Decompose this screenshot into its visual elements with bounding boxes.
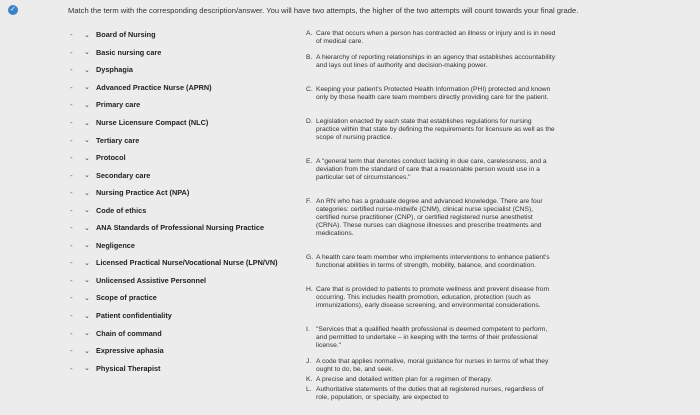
term-select[interactable]: ⌄ Negligence	[84, 240, 135, 250]
term-row	[70, 254, 310, 272]
chevron-down-icon: ⌄	[84, 242, 90, 250]
term-row	[70, 79, 310, 97]
term-row	[70, 44, 310, 62]
dash-icon: -	[70, 363, 73, 373]
dash-icon: -	[70, 188, 73, 198]
chevron-down-icon: ⌄	[84, 277, 90, 285]
term-select[interactable]: ⌄ Primary care	[84, 100, 141, 110]
dash-icon: -	[70, 258, 73, 268]
definition-item: D. Legislation enacted by each state that establishes regulations for nursing practice within that state by defining the requirements for licensure as well as the scope of nursing practice.	[306, 118, 555, 141]
chevron-down-icon: ⌄	[84, 259, 90, 267]
dash-icon: -	[70, 205, 73, 215]
definition-item: G. A health care team member who implements interventions to enhance patient's functional abilities in terms of strength, mobility, balance, and coordination.	[306, 254, 550, 269]
definitions-column	[306, 30, 556, 402]
term-row	[70, 166, 310, 184]
dash-icon: -	[70, 82, 73, 92]
definition-item: I. "Services that a qualified health professional is deemed competent to perform, and permitted to undertake – in keeping with the terms of their professional license."	[306, 326, 548, 349]
chevron-down-icon: ⌄	[84, 31, 90, 39]
chevron-down-icon: ⌄	[84, 49, 90, 57]
term-row	[70, 219, 310, 237]
term-row	[70, 289, 310, 307]
definition-item: L. Authoritative statements of the duties that all registered nurses, regardless of role, population, or specialty, are expected to	[306, 386, 544, 401]
chevron-down-icon: ⌄	[84, 84, 90, 92]
term-row	[70, 96, 310, 114]
terms-column	[70, 26, 310, 377]
dash-icon: -	[70, 311, 73, 321]
dash-icon: -	[70, 100, 73, 110]
term-select[interactable]: ⌄ ANA Standards of Professional Nursing Practice	[84, 223, 265, 233]
term-select[interactable]: ⌄ Secondary care	[84, 170, 151, 180]
term-row	[70, 272, 310, 290]
term-row	[70, 61, 310, 79]
term-select[interactable]: ⌄ Patient confidentiality	[84, 311, 172, 321]
dash-icon: -	[70, 275, 73, 285]
definition-item: H. Care that is provided to patients to promote wellness and prevent disease from occurring. This includes health promotion, education, protection (such as immunizations), early disease screening, and environmental considerations.	[306, 286, 550, 309]
chevron-down-icon: ⌄	[84, 119, 90, 127]
chevron-down-icon: ⌄	[84, 224, 90, 232]
chevron-down-icon: ⌄	[84, 172, 90, 180]
chevron-down-icon: ⌄	[84, 189, 90, 197]
term-select[interactable]: ⌄ Dysphagia	[84, 65, 133, 75]
term-row	[70, 237, 310, 255]
term-row	[70, 149, 310, 167]
definition-item: F. An RN who has a graduate degree and advanced knowledge. There are four categories: certified nurse-midwife (CNM), clinical nurse specialist (CNS), certified nurse practitioner (CNP), or certified registered nurse anesthetist (CRNA). These nurses can diagnose illnesses and prescribe treatments and medications.	[306, 198, 543, 237]
term-select[interactable]: ⌄ Basic nursing care	[84, 47, 162, 57]
question-status-icon: ✓	[8, 5, 18, 15]
term-select[interactable]: ⌄ Tertiary care	[84, 135, 140, 145]
dash-icon: -	[70, 135, 73, 145]
term-select[interactable]: ⌄ Nurse Licensure Compact (NLC)	[84, 118, 209, 127]
dash-icon: -	[70, 240, 73, 250]
definition-item: J. A code that applies normative, moral guidance for nurses in terms of what they ought to do, be, and seek.	[306, 358, 549, 373]
dash-icon: -	[70, 170, 73, 180]
dash-icon: -	[70, 293, 73, 303]
dash-icon: -	[70, 346, 73, 356]
term-select[interactable]: ⌄ Advanced Practice Nurse (APRN)	[84, 82, 212, 92]
term-select[interactable]: ⌄ Code of ethics	[84, 205, 147, 215]
dash-icon: -	[70, 118, 73, 127]
term-select[interactable]: ⌄ Scope of practice	[84, 293, 157, 303]
term-select[interactable]: ⌄ Physical Therapist	[84, 363, 161, 373]
chevron-down-icon: ⌄	[84, 365, 90, 373]
instructions: Match the term with the corresponding description/answer. You will have two attempts, the higher of the two attempts will count towards your final grade.	[68, 6, 579, 15]
chevron-down-icon: ⌄	[84, 312, 90, 320]
definition-item: K. A precise and detailed written plan for a regimen of therapy.	[306, 376, 493, 383]
term-select[interactable]: ⌄ Licensed Practical Nurse/Vocational Nurse (LPN/VN)	[84, 258, 278, 268]
chevron-down-icon: ⌄	[84, 347, 90, 355]
chevron-down-icon: ⌄	[84, 330, 90, 338]
definition-item: A. Care that occurs when a person has contracted an illness or injury and is in need of medical care.	[306, 30, 556, 45]
chevron-down-icon: ⌄	[84, 101, 90, 109]
term-row	[70, 201, 310, 219]
dash-icon: -	[70, 30, 73, 40]
term-row	[70, 114, 310, 132]
chevron-down-icon: ⌄	[84, 66, 90, 74]
term-select[interactable]: ⌄ Protocol	[84, 153, 126, 163]
chevron-down-icon: ⌄	[84, 207, 90, 215]
term-select[interactable]: ⌄ Unlicensed Assistive Personnel	[84, 275, 207, 285]
term-row	[70, 131, 310, 149]
definition-item: C. Keeping your patient's Protected Health Information (PHI) protected and known only by those health care team members directly providing care for the patient.	[306, 86, 551, 101]
term-row	[70, 359, 310, 377]
term-select[interactable]: ⌄ Nursing Practice Act (NPA)	[84, 188, 190, 198]
term-row	[70, 184, 310, 202]
term-select[interactable]: ⌄ Board of Nursing	[84, 30, 156, 40]
chevron-down-icon: ⌄	[84, 154, 90, 162]
term-select[interactable]: ⌄ Expressive aphasia	[84, 346, 164, 356]
term-row	[70, 324, 310, 342]
dash-icon: -	[70, 65, 73, 75]
term-row	[70, 307, 310, 325]
dash-icon: -	[70, 47, 73, 57]
chevron-down-icon: ⌄	[84, 294, 90, 302]
dash-icon: -	[70, 328, 73, 338]
definition-item: E. A "general term that denotes conduct lacking in due care, carelessness, and a deviation from the standard of care that a reasonable person would use in a particular set of circumstances."	[306, 158, 547, 181]
term-row	[70, 342, 310, 360]
term-row	[70, 26, 310, 44]
definition-item: B. A hierarchy of reporting relationships in an agency that establishes accountability and lays out lines of authority and decision-making power.	[306, 54, 556, 69]
chevron-down-icon: ⌄	[84, 137, 90, 145]
dash-icon: -	[70, 153, 73, 163]
term-select[interactable]: ⌄ Chain of command	[84, 328, 162, 338]
dash-icon: -	[70, 223, 73, 233]
